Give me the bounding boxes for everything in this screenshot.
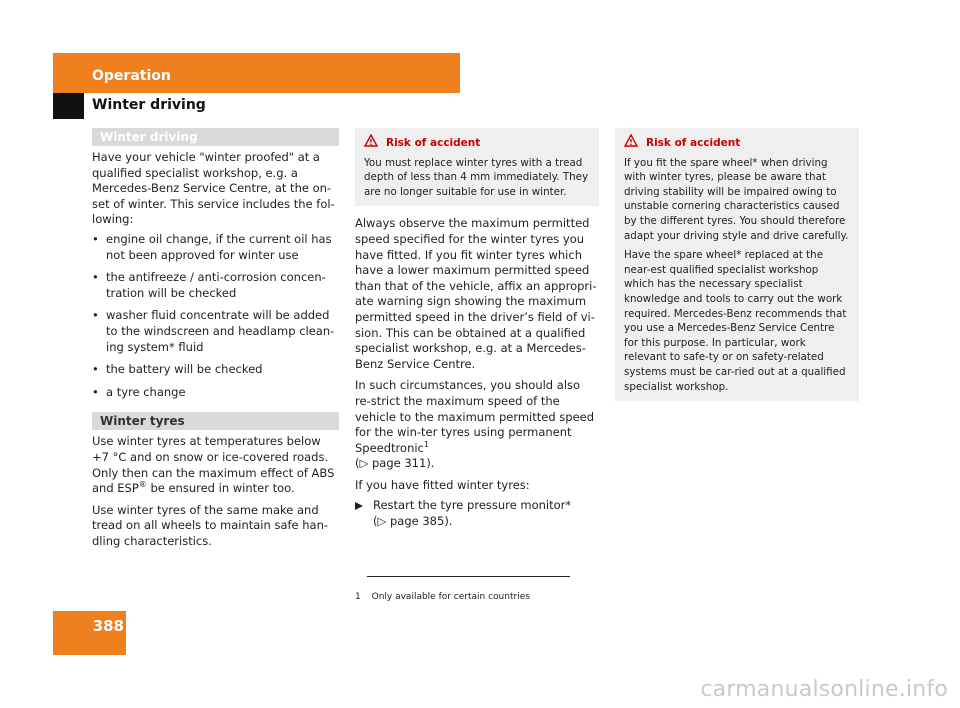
footnote-text: Only available for certain countries: [371, 592, 530, 602]
bullet-item: • engine oil change, if the current oil has not been approved for winter use: [92, 232, 339, 263]
action-step: [355, 498, 599, 529]
footnote: [355, 592, 530, 602]
footnote-marker: 1: [355, 592, 361, 602]
warning-text: If you fit the spare wheel* when driving with winter tyres, please be aware that driving stability will be impaired owing to unstable cornering characteristics caused by the different tyres. You should therefore adapt your driving style and drive carefully.: [624, 156, 849, 242]
section-title: Operation: [92, 68, 171, 84]
bullet-item: • the antifreeze / anti-corrosion concen-tration will be checked: [92, 270, 339, 301]
same-make-paragraph: Use winter tyres of the same make and tread on all wheels to maintain safe han-dling characteristics.: [92, 502, 329, 548]
paragraph-text: Use winter tyres at temperatures below +7 °C and on snow or ice-covered roads. Only then can the maximum effect of ABS and ESP: [92, 434, 335, 496]
speed-paragraph: Always observe the maximum permitted speed specified for the winter tyres you have fitted. If you fit winter tyres which have a lower maximum permitted speed than that of the vehicle, affix an appropri-ate warning sign showing the maximum permitted speed in the driver’s field of vi-sion. This can be obtained at a qualified specialist workshop, e.g. at a Mercedes-Benz Service Centre.: [355, 216, 597, 371]
section-heading-winter-driving: Winter driving: [92, 128, 339, 146]
warning-title: Risk of accident: [386, 136, 481, 149]
action-arrow-icon: [355, 502, 363, 510]
bullet-item: • a tyre change: [92, 385, 339, 401]
warning-header: [624, 134, 850, 152]
speedtronic-paragraph: [355, 378, 599, 472]
section-heading-winter-tyres: Winter tyres: [92, 412, 339, 430]
fitted-tyres-paragraph: If you have fitted winter tyres:: [355, 477, 530, 492]
warning-box: [355, 128, 599, 206]
watermark: carmanualsonline.info: [700, 677, 948, 702]
warning-text: You must replace winter tyres with a tread depth of less than 4 mm immediately. They are no longer suitable for use in winter.: [364, 156, 589, 198]
paragraph-text: be ensured in winter too.: [146, 481, 295, 496]
winter-tyres-paragraph: [92, 434, 339, 496]
service-bullet-list: [92, 232, 339, 400]
page-reference: (▷ page 311).: [355, 456, 435, 471]
warning-box: [615, 128, 859, 401]
intro-paragraph: Have your vehicle "winter proofed" at a qualified specialist workshop, e.g. a Mercedes-Benz Service Centre, at the on-set of winter. This service includes the fol-lowing:: [92, 150, 335, 227]
warning-triangle-icon: [364, 134, 378, 152]
footnote-ref: 1: [423, 439, 429, 449]
section-tab-marker: [53, 93, 84, 119]
page-number: 388: [92, 617, 124, 635]
warning-text: Have the spare wheel* replaced at the near-est qualified specialist workshop which has the necessary specialist knowledge and tools to carry out the work required. Mercedes-Benz recommends that you use a Mercedes-Benz Service Centre for this purpose. In particular, work relevant to safe-ty or on safety-related systems must be car-ried out at a qualified specialist workshop.: [624, 249, 847, 393]
paragraph-text: In such circumstances, you should also re-strict the maximum speed of the vehicle to the maximum permitted speed for the win-ter tyres using permanent Speedtronic: [355, 378, 595, 455]
footnote-divider: [367, 576, 570, 577]
column-left: [92, 128, 339, 549]
bullet-item: • washer fluid concentrate will be added to the windscreen and headlamp clean-ing system* fluid: [92, 308, 339, 355]
page-subtitle: Winter driving: [92, 97, 206, 113]
registered-mark: ®: [138, 480, 147, 490]
column-right: [615, 128, 859, 401]
warning-header: [364, 134, 590, 152]
bullet-item: • the battery will be checked: [92, 362, 339, 378]
warning-title: Risk of accident: [646, 136, 741, 149]
action-text: Restart the tyre pressure monitor*: [373, 498, 572, 513]
warning-triangle-icon: [624, 134, 638, 152]
page-reference: (▷ page 385).: [373, 514, 453, 529]
column-middle: [355, 128, 599, 530]
